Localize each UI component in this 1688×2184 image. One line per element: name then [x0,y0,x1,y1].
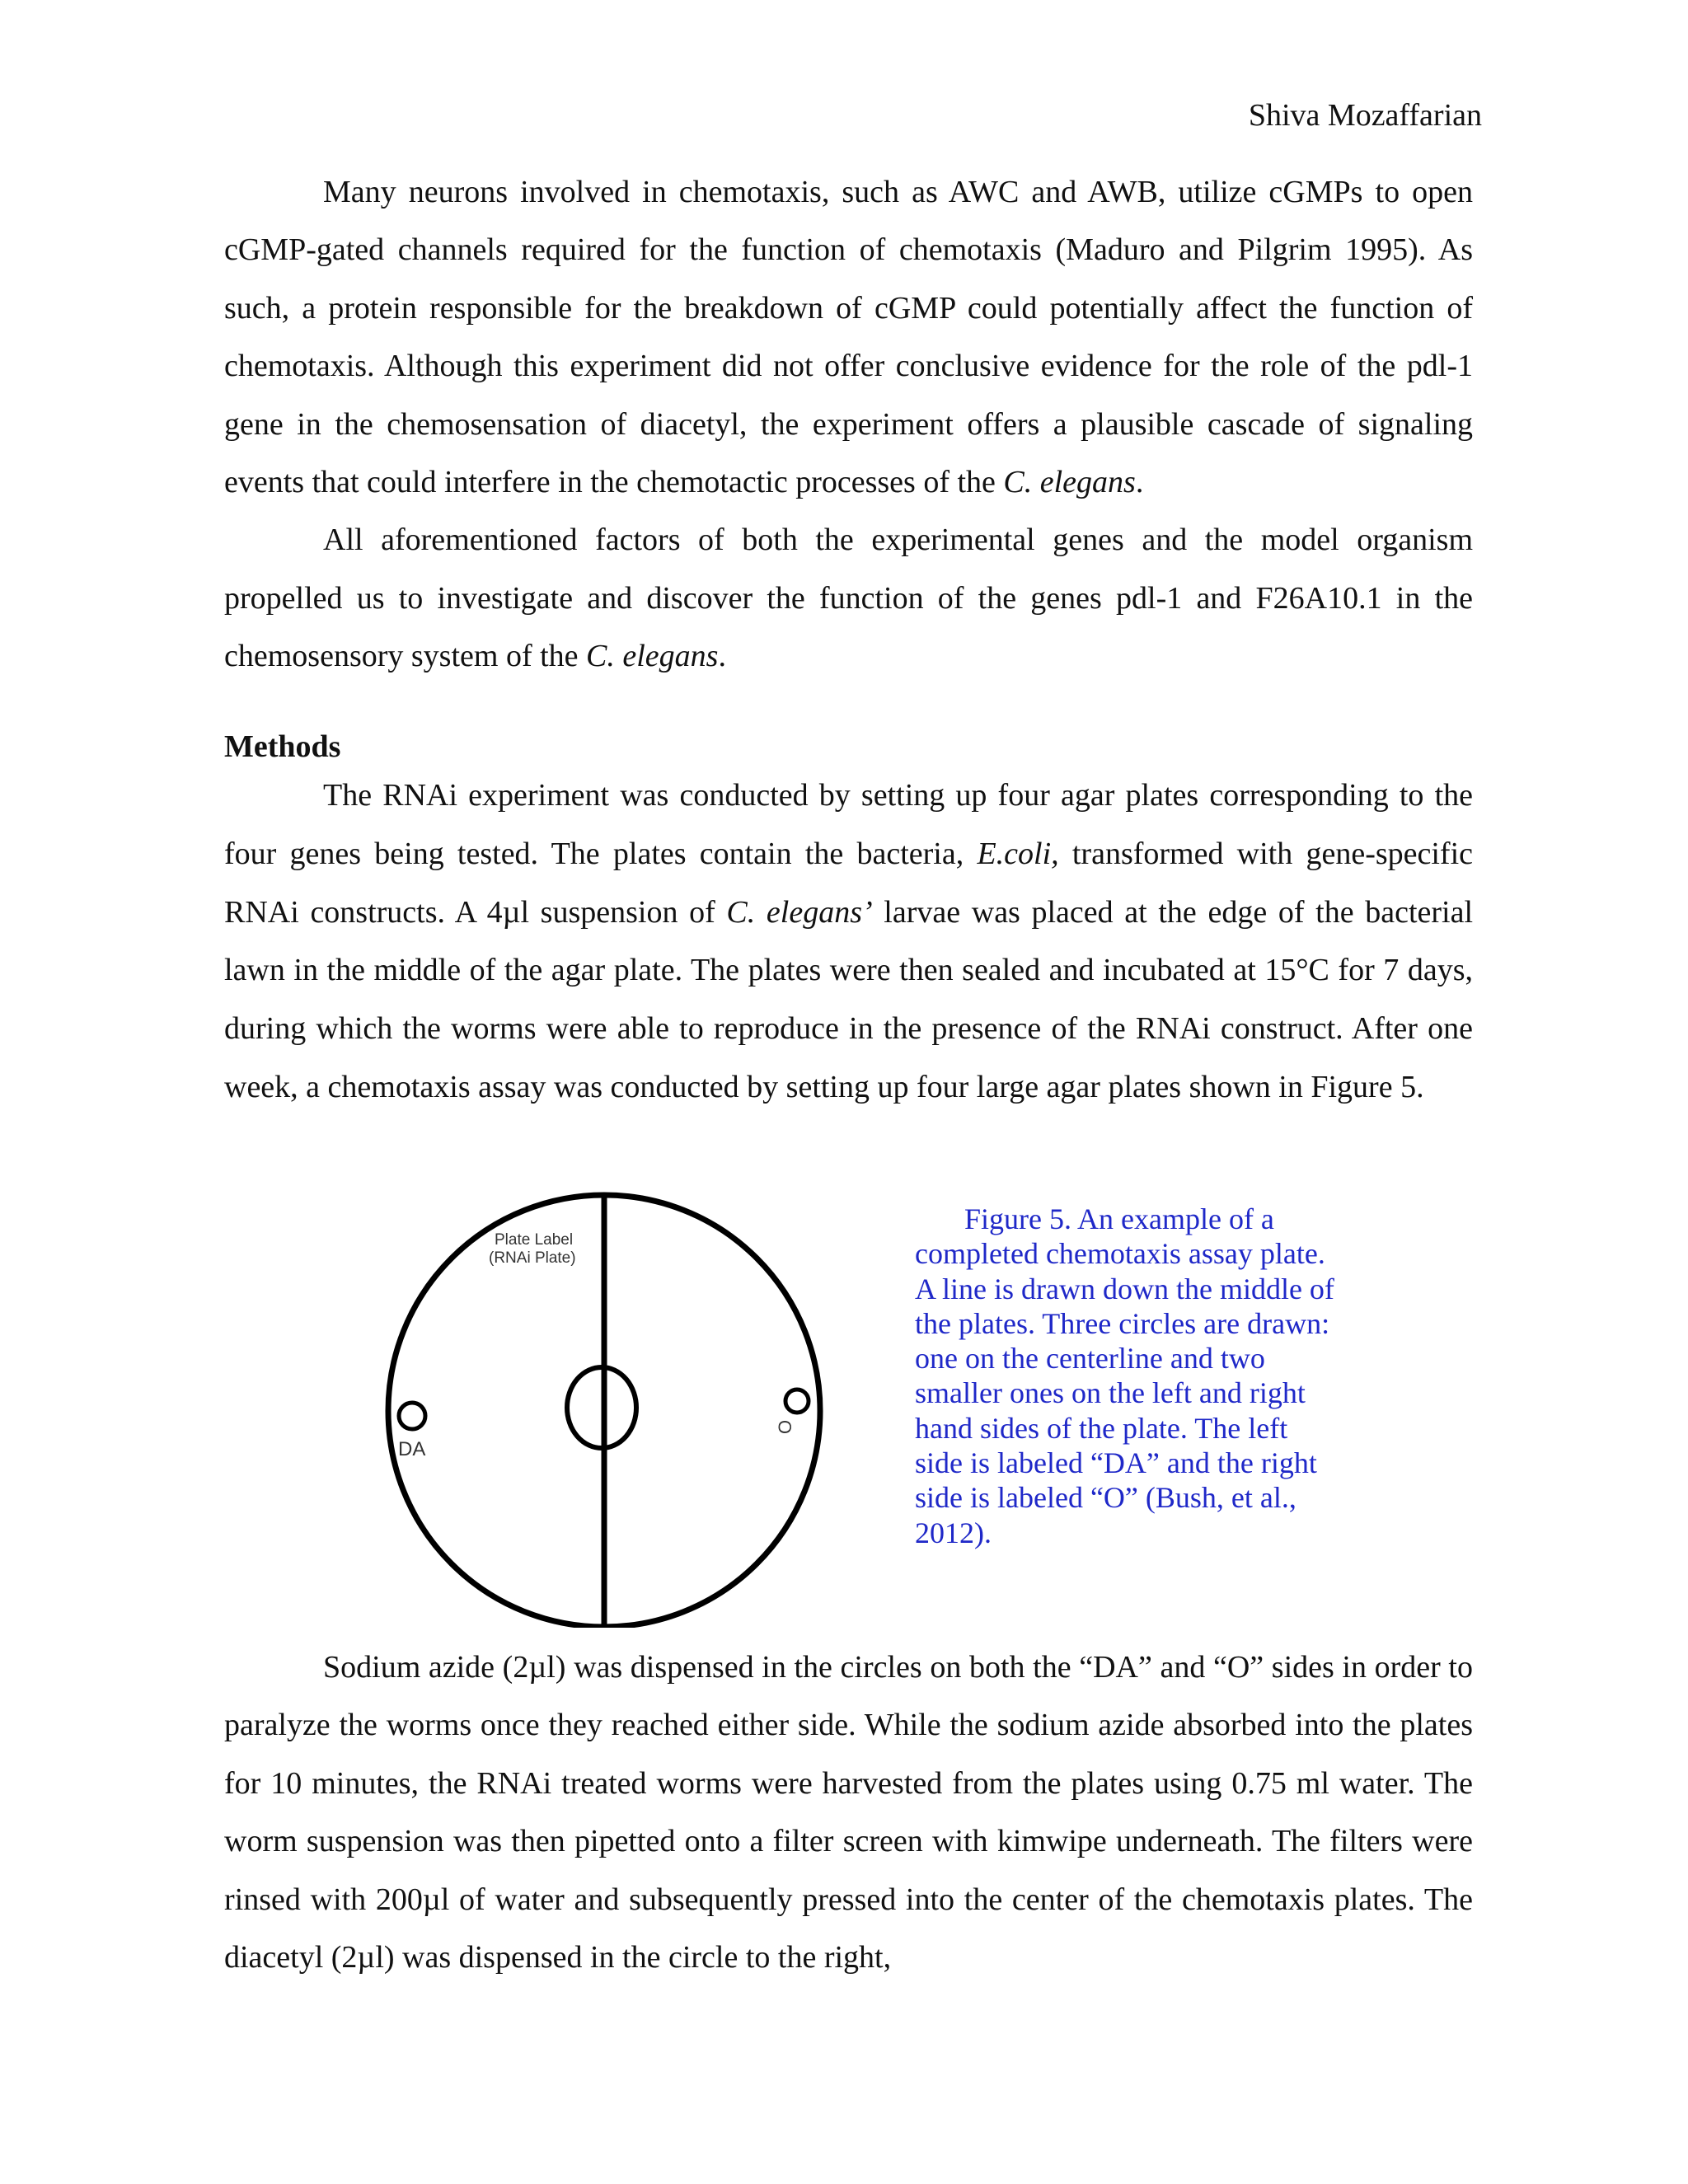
caption-line: smaller ones on the left and right [915,1376,1306,1410]
species-name: C. elegans [1003,465,1136,500]
caption-line: A line is drawn down the middle of [915,1272,1334,1305]
species-name: C. elegans’ [726,894,873,930]
caption-line: Figure 5. An example of a [964,1202,1274,1235]
caption-line: completed chemotaxis assay plate. [915,1237,1325,1271]
intro-paragraph-1 [224,163,1473,511]
species-name: C. elegans [586,639,719,674]
intro-paragraph-1-text: Many neurons involved in chemotaxis, such as AWC and AWB, utilize cGMPs to open cGMP-gated channels required for the function of chemotaxis (Maduro and Pilgrim 1995). As such, a protein responsible for the breakdown of cGMP could potentially affect the function of chemotaxis. Although this experiment did not offer conclusive evidence for the role of the pdl-1 gene in the chemosensation of diacetyl, the experiment offers a plausible cascade of signaling events that could interfere in the chemotactic processes of the [224,175,1473,500]
methods-section [224,727,1473,1117]
period: . [718,639,726,674]
methods-heading: Methods [224,729,341,764]
methods-text-c: larvae was placed at the edge of the bacterial lawn in the middle of the agar plate. The plates were then sealed and incubated at 15°C for 7 days, during which the worms were able to reproduce in the presence of the RNAi construct. After one week, a chemotaxis assay was conducted by setting up four large agar plates shown in Figure 5. [224,894,1473,1104]
caption-line: the plates. Three circles are drawn: [915,1306,1330,1340]
intro-paragraph-2 [224,511,1473,685]
plate-label-line-2: (RNAi Plate) [489,1249,576,1267]
plate-label-line-1: Plate Label [495,1231,574,1249]
methods-paragraph-1 [224,766,1473,1117]
period: . [1135,465,1144,500]
figure-5-caption [915,1202,1360,1550]
da-circle [399,1403,425,1429]
figure-5-chemotaxis-plate [375,1179,845,1628]
caption-line: hand sides of the plate. The left [915,1411,1288,1445]
methods-text-b: transformed with gene-specific RNAi constructs. A 4µl suspension of [224,836,1474,930]
caption-line: side is labeled “O” (Bush, et al., [915,1481,1296,1515]
o-circle [785,1390,809,1413]
methods-text-a: The RNAi experiment was conducted by setting up four agar plates corresponding to the four genes being tested. The plates contain the bacteria, [224,778,1473,871]
plate-diagram [375,1179,845,1628]
caption-line: one on the centerline and two [915,1342,1265,1376]
methods-continued-section [224,1638,1473,1986]
page-header-author: Shiva Mozaffarian [1248,98,1482,133]
da-label: DA [398,1438,426,1460]
intro-section [224,163,1473,686]
bacteria-name: E.coli, [977,836,1059,871]
o-label: O [775,1419,795,1434]
caption-line: side is labeled “DA” and the right [915,1446,1317,1480]
methods-paragraph-2: Sodium azide (2µl) was dispensed in the circles on both the “DA” and “O” sides in order to paralyze the worms once they reached either side. While the sodium azide absorbed into the plates for 10 minutes, the RNAi treated worms were harvested from the plates using 0.75 ml water. The worm suspension was then pipetted onto a filter screen with kimwipe underneath. The filters were rinsed with 200µl of water and subsequently pressed into the center of the chemotaxis plates. The diacetyl (2µl) was dispensed in the circle to the right, [224,1650,1473,1975]
caption-line: 2012). [915,1516,992,1549]
intro-paragraph-2-text: All aforementioned factors of both the experimental genes and the model organism propelled us to investigate and discover the function of the genes pdl-1 and F26A10.1 in the chemosensory system of the [224,523,1473,674]
